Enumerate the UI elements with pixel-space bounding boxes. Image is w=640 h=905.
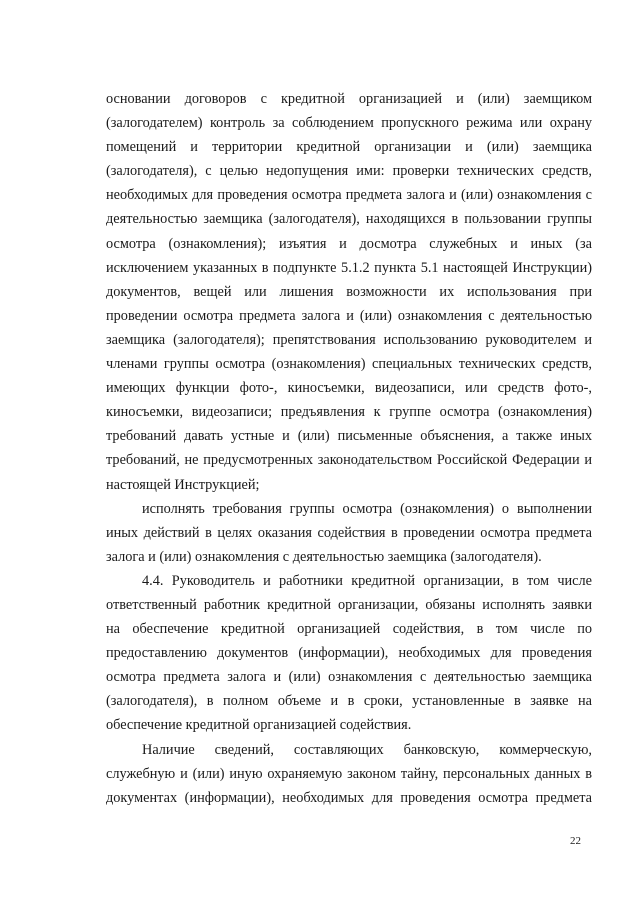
text-line: на обеспечение кредитной организацией содействия, в том числе по: [106, 621, 592, 638]
text-line: требований давать устные и (или) письменные объяснения, а также иных: [106, 428, 592, 445]
text-line: киносъемки, видеозаписи; предъявления к группе осмотра (ознакомления): [106, 404, 592, 421]
text-line: осмотра предмета залога и (или) ознакомления с деятельностью заемщика: [106, 669, 592, 686]
text-line: проведении осмотра предмета залога и (или) ознакомления с деятельностью: [106, 307, 592, 324]
text-line: (залогодателя), с целью недопущения ими: проверки технических средств,: [106, 163, 592, 180]
paragraph-first-line: исполнять требования группы осмотра (ознакомления) о выполнении: [142, 500, 592, 517]
text-line: (залогодателем) контроль за соблюдением пропускного режима или охрану: [106, 115, 592, 132]
text-line: членами группы осмотра (ознакомления) специальных технических средств,: [106, 356, 592, 373]
page-number: 22: [570, 835, 581, 847]
text-line: ответственный работник кредитной организации, обязаны исполнять заявки: [106, 596, 592, 613]
text-line: залога и (или) ознакомления с деятельностью заемщика (залогодателя).: [106, 548, 542, 565]
text-line: настоящей Инструкцией;: [106, 476, 260, 493]
paragraph-first-line: Наличие сведений, составляющих банковскую, коммерческую,: [142, 741, 592, 758]
text-line: исключением указанных в подпункте 5.1.2 пункта 5.1 настоящей Инструкции): [106, 259, 592, 276]
text-line: требований, не предусмотренных законодательством Российской Федерации и: [106, 452, 592, 469]
paragraph-first-line: 4.4. Руководитель и работники кредитной организации, в том числе: [142, 572, 592, 589]
text-line: деятельностью заемщика (залогодателя), находящихся в пользовании группы: [106, 211, 592, 228]
text-line: документах (информации), необходимых для проведения осмотра предмета: [106, 789, 592, 806]
text-line: (залогодателя), в полном объеме и в сроки, установленные в заявке на: [106, 693, 592, 710]
text-line: помещений и территории кредитной организации и (или) заемщика: [106, 139, 592, 156]
text-line: иных действий в целях оказания содействия в проведении осмотра предмета: [106, 524, 592, 541]
text-line: имеющих функции фото-, киносъемки, видеозаписи, или средств фото-,: [106, 380, 592, 397]
text-line: обеспечение кредитной организацией содействия.: [106, 717, 412, 734]
text-line: осмотра (ознакомления); изъятия и досмотра служебных и иных (за: [106, 235, 592, 252]
text-line: заемщика (залогодателя); препятствования использованию руководителем и: [106, 331, 592, 348]
body-text: [106, 87, 592, 810]
text-line: основании договоров с кредитной организацией и (или) заемщиком: [106, 91, 592, 107]
text-line: документов, вещей или лишения возможности их использования при: [106, 283, 592, 300]
text-line: служебную и (или) иную охраняемую законом тайну, персональных данных в: [106, 765, 592, 782]
text-line: необходимых для проведения осмотра предмета залога и (или) ознакомления с: [106, 187, 592, 204]
text-line: предоставлению документов (информации), необходимых для проведения: [106, 645, 592, 662]
